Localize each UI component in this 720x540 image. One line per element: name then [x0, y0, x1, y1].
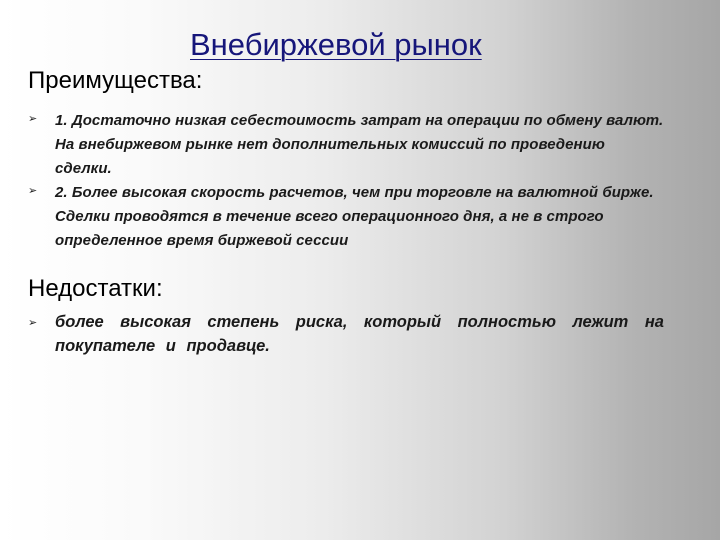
- slide-title: Внебиржевой рынок: [190, 27, 482, 62]
- disadvantage-text: более высокая степень риска, который полностью лежит на покупателе и продавце.: [55, 313, 664, 355]
- advantages-heading: Преимущества:: [28, 67, 203, 94]
- disadvantages-list: [28, 310, 664, 358]
- arrowhead-bullet-icon: ➢: [28, 185, 38, 197]
- list-item: [28, 181, 664, 253]
- list-item: [28, 310, 664, 358]
- advantage-text: 1. Достаточно низкая себестоимость затрат на операции по обмену валют. На внебиржевом рынке нет дополнительных комиссий по проведению сделки.: [55, 112, 664, 177]
- disadvantages-heading: Недостатки:: [28, 275, 163, 302]
- arrowhead-bullet-icon: ➢: [28, 317, 38, 329]
- advantages-list: [28, 109, 664, 253]
- list-item: [28, 109, 664, 181]
- arrowhead-bullet-icon: ➢: [28, 113, 38, 125]
- advantage-text: 2. Более высокая скорость расчетов, чем при торговле на валютной бирже. Сделки проводятся в течение всего операционного дня, а не в строго определенное время биржевой сессии: [55, 184, 654, 249]
